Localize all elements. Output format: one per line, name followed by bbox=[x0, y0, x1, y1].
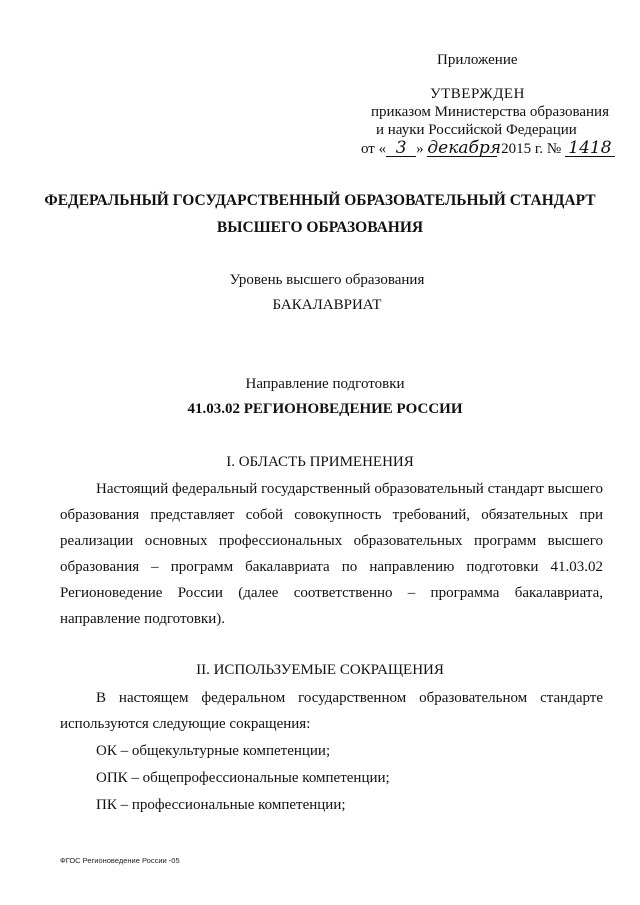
page-footer: ФГОС Регионоведение России -05 bbox=[60, 856, 180, 865]
date-month: декабря bbox=[427, 138, 501, 158]
date-year: 2015 г. № bbox=[501, 141, 562, 157]
section-1-paragraph bbox=[60, 476, 603, 632]
appendix-label: Приложение bbox=[437, 52, 518, 68]
education-level-label: Уровень высшего образования bbox=[229, 272, 425, 288]
date-separator: » bbox=[416, 141, 424, 157]
abbreviation-item: ПК – профессиональные компетенции; bbox=[96, 797, 346, 813]
order-line-1: приказом Министерства образования bbox=[371, 104, 609, 120]
section-2-heading: II. ИСПОЛЬЗУЕМЫЕ СОКРАЩЕНИЯ bbox=[196, 662, 444, 678]
order-date-line bbox=[361, 140, 615, 158]
section-2-paragraph bbox=[60, 685, 603, 737]
section-2-text: В настоящем федеральном государственном образовательном стандарте используются следующие сокращения: bbox=[60, 690, 603, 732]
abbreviation-item: ОПК – общепрофессиональные компетенции; bbox=[96, 770, 390, 786]
approved-label: УТВЕРЖДЕН bbox=[430, 86, 525, 102]
date-prefix: от « bbox=[361, 141, 387, 157]
order-number: 1418 bbox=[565, 140, 615, 157]
direction-value: 41.03.02 РЕГИОНОВЕДЕНИЕ РОССИИ bbox=[187, 401, 463, 417]
date-day: 3 bbox=[386, 140, 416, 157]
order-line-2: и науки Российской Федерации bbox=[376, 122, 577, 138]
direction-label: Направление подготовки bbox=[245, 376, 405, 392]
section-1-heading: I. ОБЛАСТЬ ПРИМЕНЕНИЯ bbox=[226, 454, 414, 470]
document-title-line-2: ВЫСШЕГО ОБРАЗОВАНИЯ bbox=[216, 219, 424, 236]
document-title-line-1: ФЕДЕРАЛЬНЫЙ ГОСУДАРСТВЕННЫЙ ОБРАЗОВАТЕЛЬНЫЙ СТАНДАРТ bbox=[44, 192, 596, 209]
abbreviation-item: ОК – общекультурные компетенции; bbox=[96, 743, 331, 759]
education-level-value: БАКАЛАВРИАТ bbox=[272, 297, 382, 313]
section-1-text: Настоящий федеральный государственный образовательный стандарт высшего образования представляет собой совокупность требований, обязательных при реализации основных профессиональных образовательных программ высшего образования – программ бакалавриата по направлению подготовки 41.03.02 Регионоведение России (далее соответственно – программа бакалавриата, направление подготовки). bbox=[60, 481, 603, 627]
